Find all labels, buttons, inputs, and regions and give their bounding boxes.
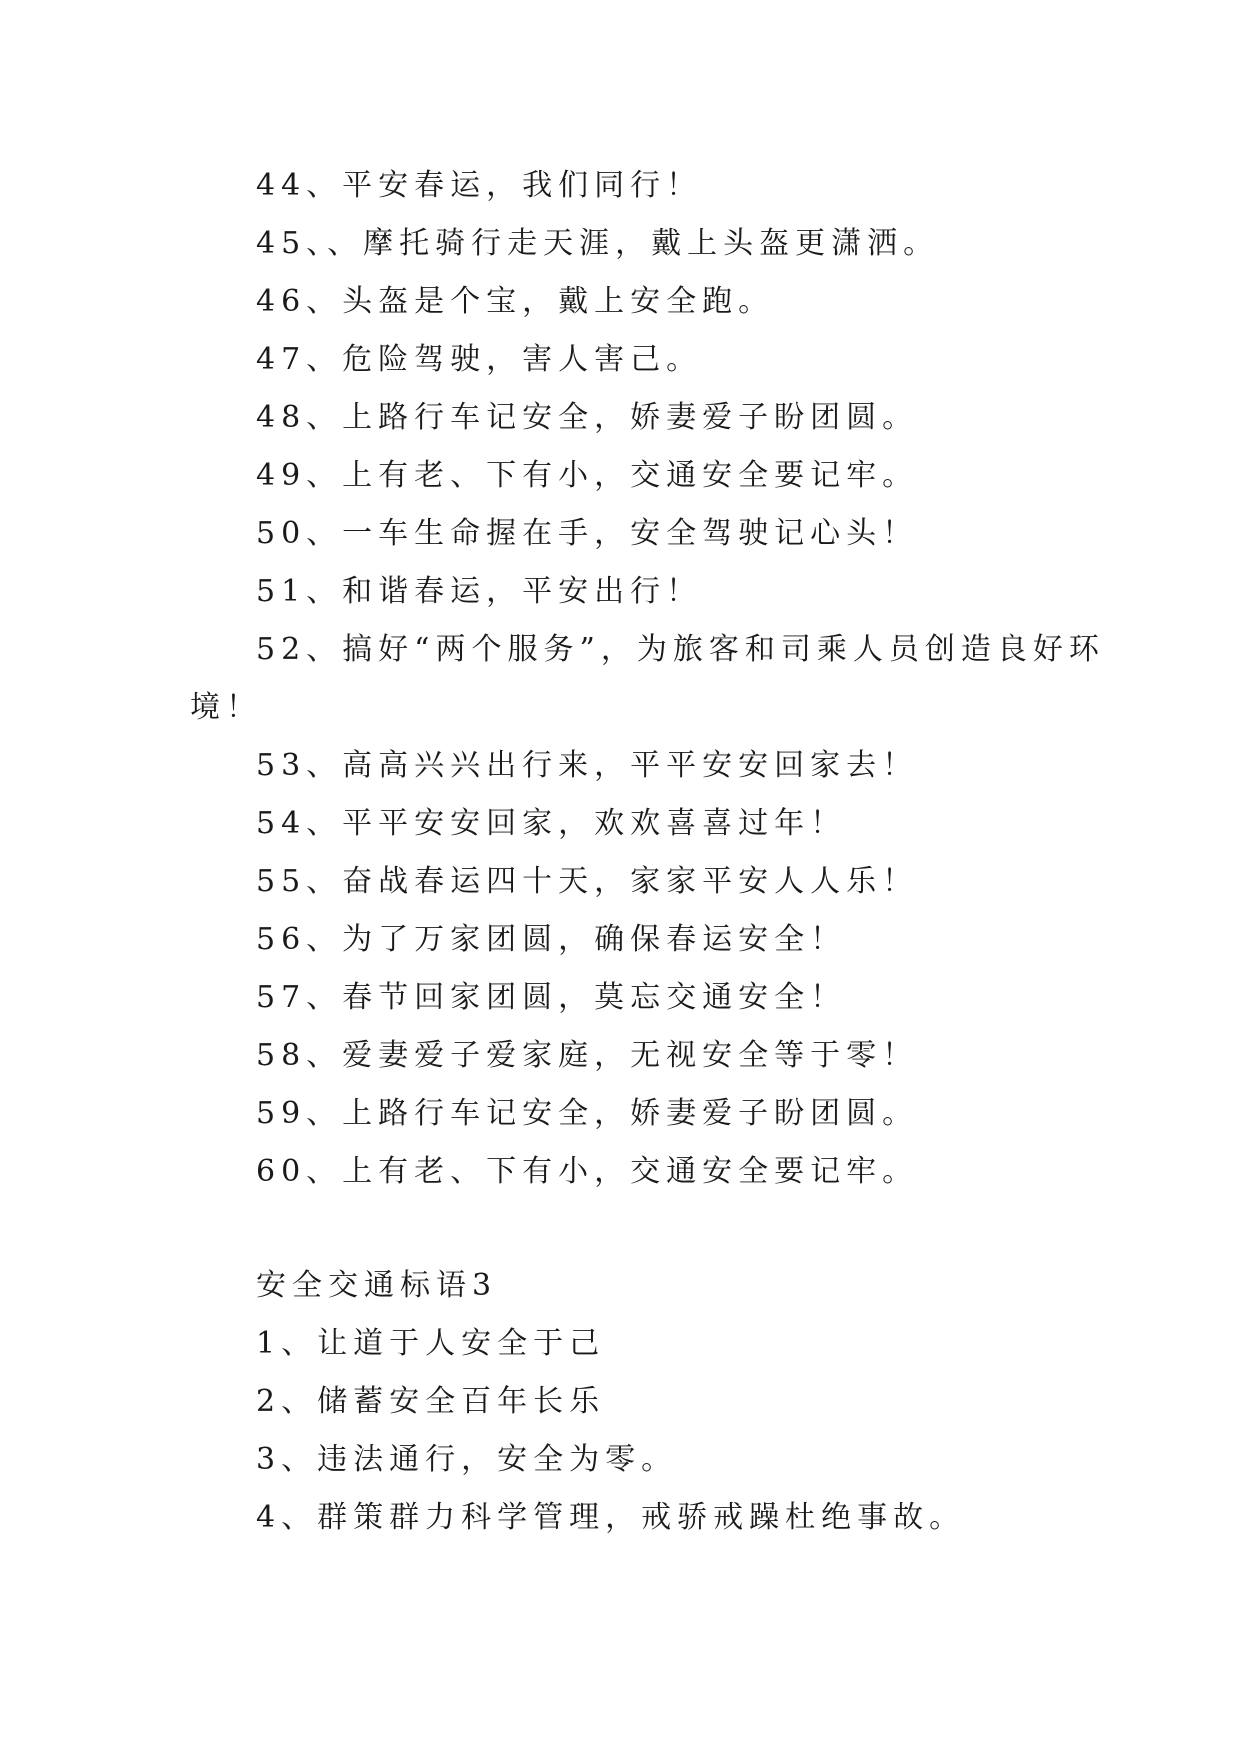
section3-item-4: 4、群策群力科学管理，戒骄戒躁杜绝事故。 — [256, 1500, 966, 1535]
slogan-line-52: 52、搞好“两个服务”，为旅客和司乘人员创造良好环 — [256, 632, 1105, 667]
slogan-line-48: 48、上路行车记安全，娇妻爱子盼团圆。 — [256, 400, 919, 435]
slogan-line-47: 47、危险驾驶，害人害己。 — [256, 342, 703, 377]
section3-item-2: 2、储蓄安全百年长乐 — [256, 1384, 606, 1419]
section3-item-1: 1、让道于人安全于己 — [256, 1326, 606, 1361]
section3-item-3: 3、违法通行，安全为零。 — [256, 1442, 678, 1477]
slogan-line-45: 45、、摩托骑行走天涯，戴上头盔更潇洒。 — [256, 226, 940, 261]
slogan-line-58: 58、爱妻爱子爱家庭，无视安全等于零！ — [256, 1038, 919, 1073]
slogan-line-49: 49、上有老、下有小，交通安全要记牢。 — [256, 458, 919, 493]
slogan-line-51: 51、和谐春运，平安出行！ — [256, 574, 703, 609]
slogan-line-44: 44、平安春运，我们同行！ — [256, 168, 703, 203]
slogan-line-59: 59、上路行车记安全，娇妻爱子盼团圆。 — [256, 1096, 919, 1131]
slogan-line-60: 60、上有老、下有小，交通安全要记牢。 — [256, 1154, 919, 1189]
slogan-line-50: 50、一车生命握在手，安全驾驶记心头！ — [256, 516, 919, 551]
slogan-line-57: 57、春节回家团圆，莫忘交通安全！ — [256, 980, 847, 1015]
slogan-line-54: 54、平平安安回家，欢欢喜喜过年！ — [256, 806, 847, 841]
section-heading: 安全交通标语3 — [256, 1268, 498, 1303]
slogan-line-52-continued: 境！ — [190, 690, 262, 725]
slogan-line-55: 55、奋战春运四十天，家家平安人人乐！ — [256, 864, 919, 899]
slogan-line-53: 53、高高兴兴出行来，平平安安回家去！ — [256, 748, 919, 783]
slogan-line-46: 46、头盔是个宝，戴上安全跑。 — [256, 284, 775, 319]
slogan-line-56: 56、为了万家团圆，确保春运安全！ — [256, 922, 847, 957]
